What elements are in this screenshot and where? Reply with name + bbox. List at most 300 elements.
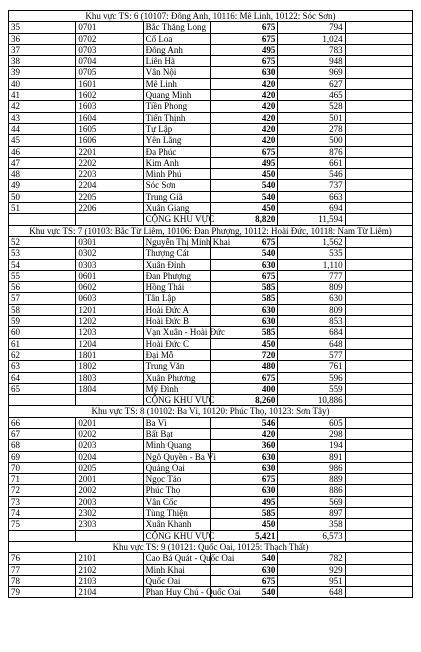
school-name: Tiền Phong — [143, 101, 210, 112]
table-row — [9, 169, 413, 180]
school-code: 0601 — [76, 270, 143, 281]
school-code: 2002 — [76, 485, 143, 496]
table-row — [9, 587, 413, 598]
school-code: 1201 — [76, 304, 143, 315]
school-name: Kim Anh — [143, 157, 210, 168]
quota-value: 675 — [210, 22, 277, 33]
table-row — [9, 157, 413, 168]
school-name: Bắc Thăng Long — [143, 22, 210, 33]
registered-value: 853 — [278, 316, 345, 327]
quota-value: 540 — [210, 180, 277, 191]
row-index: 47 — [9, 157, 76, 168]
registered-value: 891 — [278, 451, 345, 462]
region-header: Khu vực TS: 7 (10103: Bắc Từ Liêm, 10106: Đan Phượng, 10112: Hoài Đức, 10118: Nam Từ Liêm) — [9, 225, 413, 236]
table-row — [9, 33, 413, 44]
quota-value: 420 — [210, 90, 277, 101]
empty-cell — [345, 259, 412, 270]
registered-value: 737 — [278, 180, 345, 191]
empty-cell — [345, 293, 412, 304]
row-index: 51 — [9, 203, 76, 214]
empty-cell — [9, 395, 76, 406]
table-row — [9, 203, 413, 214]
quota-value: 450 — [210, 338, 277, 349]
table-row — [9, 462, 413, 473]
empty-cell — [345, 282, 412, 293]
quota-value: 585 — [210, 508, 277, 519]
total-registered: 10,886 — [278, 395, 345, 406]
quota-value: 630 — [210, 462, 277, 473]
school-code: 1603 — [76, 101, 143, 112]
school-code: 1601 — [76, 78, 143, 89]
table-row — [9, 146, 413, 157]
table-row — [9, 417, 413, 428]
row-index: 40 — [9, 78, 76, 89]
quota-value: 495 — [210, 157, 277, 168]
empty-cell — [345, 101, 412, 112]
row-index: 57 — [9, 293, 76, 304]
row-index: 76 — [9, 553, 76, 564]
empty-cell — [345, 575, 412, 586]
registered-value: 783 — [278, 44, 345, 55]
row-index: 63 — [9, 361, 76, 372]
row-index: 49 — [9, 180, 76, 191]
registered-value: 897 — [278, 508, 345, 519]
region-header: Khu vực TS: 8 (10102: Ba Vì, 10120: Phúc Thọ, 10123: Sơn Tây) — [9, 406, 413, 417]
registered-value: 559 — [278, 383, 345, 394]
school-name: Cổ Loa — [143, 33, 210, 44]
registered-value: 596 — [278, 372, 345, 383]
registered-value: 929 — [278, 564, 345, 575]
row-index: 35 — [9, 22, 76, 33]
school-name: Phan Huy Chú - Quốc Oai — [143, 587, 210, 598]
row-index: 61 — [9, 338, 76, 349]
registered-value: 661 — [278, 157, 345, 168]
school-code: 0302 — [76, 248, 143, 259]
quota-value: 450 — [210, 203, 277, 214]
school-name: Nguyễn Thị Minh Khai — [143, 236, 210, 247]
registered-value: 794 — [278, 22, 345, 33]
total-label: CỘNG KHU VỰC — [143, 214, 210, 225]
row-index: 74 — [9, 508, 76, 519]
quota-value: 450 — [210, 519, 277, 530]
school-name: Quảng Oai — [143, 462, 210, 473]
school-code: 2205 — [76, 191, 143, 202]
school-name: Mỹ Đình — [143, 383, 210, 394]
row-index: 67 — [9, 428, 76, 439]
row-index: 39 — [9, 67, 76, 78]
row-index: 58 — [9, 304, 76, 315]
registered-value: 663 — [278, 191, 345, 202]
table-row — [9, 236, 413, 247]
registered-value: 951 — [278, 575, 345, 586]
school-name: Quốc Oai — [143, 575, 210, 586]
quota-value: 480 — [210, 361, 277, 372]
registered-value: 886 — [278, 485, 345, 496]
registered-value: 1,562 — [278, 236, 345, 247]
empty-cell — [345, 44, 412, 55]
registered-value: 278 — [278, 123, 345, 134]
empty-cell — [345, 90, 412, 101]
enrollment-table — [8, 10, 413, 598]
quota-value: 630 — [210, 67, 277, 78]
empty-cell — [345, 508, 412, 519]
empty-cell — [345, 304, 412, 315]
total-quota: 8,260 — [210, 395, 277, 406]
school-code: 2001 — [76, 474, 143, 485]
region-header-row — [9, 541, 413, 552]
school-code: 1802 — [76, 361, 143, 372]
quota-value: 420 — [210, 101, 277, 112]
quota-value: 630 — [210, 259, 277, 270]
school-name: Ngô Quyền - Ba Vì — [143, 451, 210, 462]
registered-value: 605 — [278, 417, 345, 428]
table-row — [9, 282, 413, 293]
empty-cell — [345, 417, 412, 428]
school-code: 0202 — [76, 428, 143, 439]
school-name: Tân Lập — [143, 293, 210, 304]
school-code: 0704 — [76, 56, 143, 67]
school-code: 2203 — [76, 169, 143, 180]
empty-cell — [345, 78, 412, 89]
school-name: Đại Mỗ — [143, 349, 210, 360]
table-row — [9, 338, 413, 349]
empty-cell — [345, 485, 412, 496]
registered-value: 501 — [278, 112, 345, 123]
school-code: 2206 — [76, 203, 143, 214]
school-code: 0205 — [76, 462, 143, 473]
quota-value: 540 — [210, 553, 277, 564]
registered-value: 648 — [278, 338, 345, 349]
region-total-row — [9, 395, 413, 406]
empty-cell — [345, 248, 412, 259]
school-name: Vạn Xuân - Hoài Đức — [143, 327, 210, 338]
table-row — [9, 496, 413, 507]
row-index: 54 — [9, 259, 76, 270]
quota-value: 675 — [210, 146, 277, 157]
row-index: 50 — [9, 191, 76, 202]
row-index: 59 — [9, 316, 76, 327]
quota-value: 675 — [210, 270, 277, 281]
registered-value: 1,110 — [278, 259, 345, 270]
registered-value: 577 — [278, 349, 345, 360]
school-code: 2103 — [76, 575, 143, 586]
registered-value: 298 — [278, 428, 345, 439]
row-index: 79 — [9, 587, 76, 598]
school-name: Hoài Đức A — [143, 304, 210, 315]
registered-value: 546 — [278, 169, 345, 180]
total-label: CỘNG KHU VỰC — [143, 395, 210, 406]
table-row — [9, 112, 413, 123]
school-name: Minh Quang — [143, 440, 210, 451]
school-code: 0301 — [76, 236, 143, 247]
row-index: 65 — [9, 383, 76, 394]
registered-value: 876 — [278, 146, 345, 157]
row-index: 37 — [9, 44, 76, 55]
registered-value: 809 — [278, 304, 345, 315]
registered-value: 694 — [278, 203, 345, 214]
row-index: 68 — [9, 440, 76, 451]
quota-value: 540 — [210, 248, 277, 259]
table-row — [9, 248, 413, 259]
table-row — [9, 361, 413, 372]
quota-value: 450 — [210, 169, 277, 180]
table-row — [9, 575, 413, 586]
empty-cell — [345, 462, 412, 473]
total-quota: 5,421 — [210, 530, 277, 541]
table-row — [9, 191, 413, 202]
empty-cell — [345, 214, 412, 225]
table-row — [9, 293, 413, 304]
school-code: 2204 — [76, 180, 143, 191]
empty-cell — [345, 135, 412, 146]
school-name: Hoài Đức B — [143, 316, 210, 327]
row-index: 42 — [9, 101, 76, 112]
school-code: 2302 — [76, 508, 143, 519]
quota-value: 420 — [210, 112, 277, 123]
table-row — [9, 90, 413, 101]
empty-cell — [345, 33, 412, 44]
school-code: 0303 — [76, 259, 143, 270]
empty-cell — [345, 428, 412, 439]
empty-cell — [345, 236, 412, 247]
school-code: 1203 — [76, 327, 143, 338]
quota-value: 675 — [210, 33, 277, 44]
registered-value: 465 — [278, 90, 345, 101]
quota-value: 630 — [210, 451, 277, 462]
empty-cell — [345, 519, 412, 530]
registered-value: 777 — [278, 270, 345, 281]
registered-value: 569 — [278, 496, 345, 507]
school-code: 1801 — [76, 349, 143, 360]
row-index: 36 — [9, 33, 76, 44]
empty-cell — [345, 395, 412, 406]
school-code: 0701 — [76, 22, 143, 33]
empty-cell — [345, 123, 412, 134]
table-row — [9, 180, 413, 191]
school-name: Xuân Giang — [143, 203, 210, 214]
school-code: 0203 — [76, 440, 143, 451]
school-code: 1204 — [76, 338, 143, 349]
school-name: Xuân Phương — [143, 372, 210, 383]
row-index: 53 — [9, 248, 76, 259]
school-code: 1804 — [76, 383, 143, 394]
quota-value: 675 — [210, 56, 277, 67]
row-index: 77 — [9, 564, 76, 575]
school-name: Liên Hà — [143, 56, 210, 67]
table-row — [9, 67, 413, 78]
empty-cell — [345, 327, 412, 338]
table-row — [9, 349, 413, 360]
empty-cell — [345, 383, 412, 394]
school-code: 2102 — [76, 564, 143, 575]
school-name: Ba Vì — [143, 417, 210, 428]
row-index: 73 — [9, 496, 76, 507]
quota-value: 675 — [210, 575, 277, 586]
empty-cell — [345, 530, 412, 541]
registered-value: 528 — [278, 101, 345, 112]
registered-value: 627 — [278, 78, 345, 89]
quota-value: 420 — [210, 78, 277, 89]
empty-cell — [345, 112, 412, 123]
school-name: Xuân Đỉnh — [143, 259, 210, 270]
quota-value: 630 — [210, 564, 277, 575]
table-row — [9, 485, 413, 496]
quota-value: 540 — [210, 191, 277, 202]
empty-cell — [345, 451, 412, 462]
empty-cell — [345, 361, 412, 372]
quota-value: 420 — [210, 428, 277, 439]
empty-cell — [345, 191, 412, 202]
quota-value: 585 — [210, 282, 277, 293]
registered-value: 1,024 — [278, 33, 345, 44]
table-row — [9, 372, 413, 383]
quota-value: 400 — [210, 383, 277, 394]
quota-value: 495 — [210, 44, 277, 55]
quota-value: 546 — [210, 417, 277, 428]
school-name: Quang Minh — [143, 90, 210, 101]
row-index: 38 — [9, 56, 76, 67]
school-name: Trung Giã — [143, 191, 210, 202]
registered-value: 948 — [278, 56, 345, 67]
school-name: Đông Anh — [143, 44, 210, 55]
enrollment-table-body — [9, 11, 413, 598]
registered-value: 648 — [278, 587, 345, 598]
table-row — [9, 327, 413, 338]
school-code: 0703 — [76, 44, 143, 55]
registered-value: 889 — [278, 474, 345, 485]
registered-value: 761 — [278, 361, 345, 372]
school-code: 0201 — [76, 417, 143, 428]
school-name: Sóc Sơn — [143, 180, 210, 191]
total-quota: 8,820 — [210, 214, 277, 225]
empty-cell — [345, 203, 412, 214]
table-row — [9, 440, 413, 451]
school-name: Tiến Thịnh — [143, 112, 210, 123]
quota-value: 630 — [210, 485, 277, 496]
school-code: 0705 — [76, 67, 143, 78]
registered-value: 986 — [278, 462, 345, 473]
table-row — [9, 22, 413, 33]
table-row — [9, 44, 413, 55]
school-code: 1602 — [76, 90, 143, 101]
school-code: 1606 — [76, 135, 143, 146]
empty-cell — [345, 372, 412, 383]
quota-value: 420 — [210, 123, 277, 134]
row-index: 78 — [9, 575, 76, 586]
quota-value: 720 — [210, 349, 277, 360]
table-row — [9, 304, 413, 315]
table-row — [9, 56, 413, 67]
registered-value: 782 — [278, 553, 345, 564]
table-row — [9, 123, 413, 134]
quota-value: 675 — [210, 474, 277, 485]
empty-cell — [76, 395, 143, 406]
empty-cell — [345, 553, 412, 564]
school-name: Minh Phú — [143, 169, 210, 180]
quota-value: 585 — [210, 327, 277, 338]
quota-value: 630 — [210, 304, 277, 315]
registered-value: 809 — [278, 282, 345, 293]
registered-value: 535 — [278, 248, 345, 259]
registered-value: 684 — [278, 327, 345, 338]
table-row — [9, 474, 413, 485]
row-index: 46 — [9, 146, 76, 157]
table-row — [9, 383, 413, 394]
school-name: Mê Linh — [143, 78, 210, 89]
school-name: Xuân Khanh — [143, 519, 210, 530]
empty-cell — [9, 214, 76, 225]
table-row — [9, 428, 413, 439]
school-code: 1605 — [76, 123, 143, 134]
empty-cell — [345, 22, 412, 33]
row-index: 69 — [9, 451, 76, 462]
table-row — [9, 101, 413, 112]
row-index: 66 — [9, 417, 76, 428]
table-row — [9, 135, 413, 146]
registered-value: 630 — [278, 293, 345, 304]
region-header-row — [9, 11, 413, 22]
empty-cell — [345, 316, 412, 327]
school-name: Trung Văn — [143, 361, 210, 372]
registered-value: 500 — [278, 135, 345, 146]
empty-cell — [345, 169, 412, 180]
school-name: Ngọc Tảo — [143, 474, 210, 485]
empty-cell — [345, 349, 412, 360]
quota-value: 540 — [210, 587, 277, 598]
region-total-row — [9, 214, 413, 225]
school-code: 2303 — [76, 519, 143, 530]
school-name: Đan Phượng — [143, 270, 210, 281]
empty-cell — [345, 587, 412, 598]
row-index: 48 — [9, 169, 76, 180]
row-index: 55 — [9, 270, 76, 281]
school-name: Tùng Thiện — [143, 508, 210, 519]
table-row — [9, 259, 413, 270]
school-code: 0602 — [76, 282, 143, 293]
school-code: 2104 — [76, 587, 143, 598]
school-name: Hoài Đức C — [143, 338, 210, 349]
empty-cell — [345, 67, 412, 78]
school-name: Vân Cốc — [143, 496, 210, 507]
quota-value: 675 — [210, 236, 277, 247]
empty-cell — [345, 440, 412, 451]
row-index: 64 — [9, 372, 76, 383]
school-name: Phúc Thọ — [143, 485, 210, 496]
school-name: Bất Bạt — [143, 428, 210, 439]
registered-value: 358 — [278, 519, 345, 530]
empty-cell — [345, 157, 412, 168]
row-index: 45 — [9, 135, 76, 146]
school-code: 2003 — [76, 496, 143, 507]
school-name: Tự Lập — [143, 123, 210, 134]
row-index: 75 — [9, 519, 76, 530]
table-row — [9, 78, 413, 89]
quota-value: 630 — [210, 316, 277, 327]
region-total-row — [9, 530, 413, 541]
empty-cell — [76, 530, 143, 541]
school-code: 0603 — [76, 293, 143, 304]
region-header: Khu vực TS: 9 (10121: Quốc Oai, 10125: Thạch Thất) — [9, 541, 413, 552]
quota-value: 420 — [210, 135, 277, 146]
region-header-row — [9, 406, 413, 417]
empty-cell — [345, 146, 412, 157]
row-index: 60 — [9, 327, 76, 338]
total-label: CỘNG KHU VỰC — [143, 530, 210, 541]
quota-value: 360 — [210, 440, 277, 451]
school-name: Cao Bá Quát - Quốc Oai — [143, 553, 210, 564]
table-row — [9, 508, 413, 519]
row-index: 72 — [9, 485, 76, 496]
